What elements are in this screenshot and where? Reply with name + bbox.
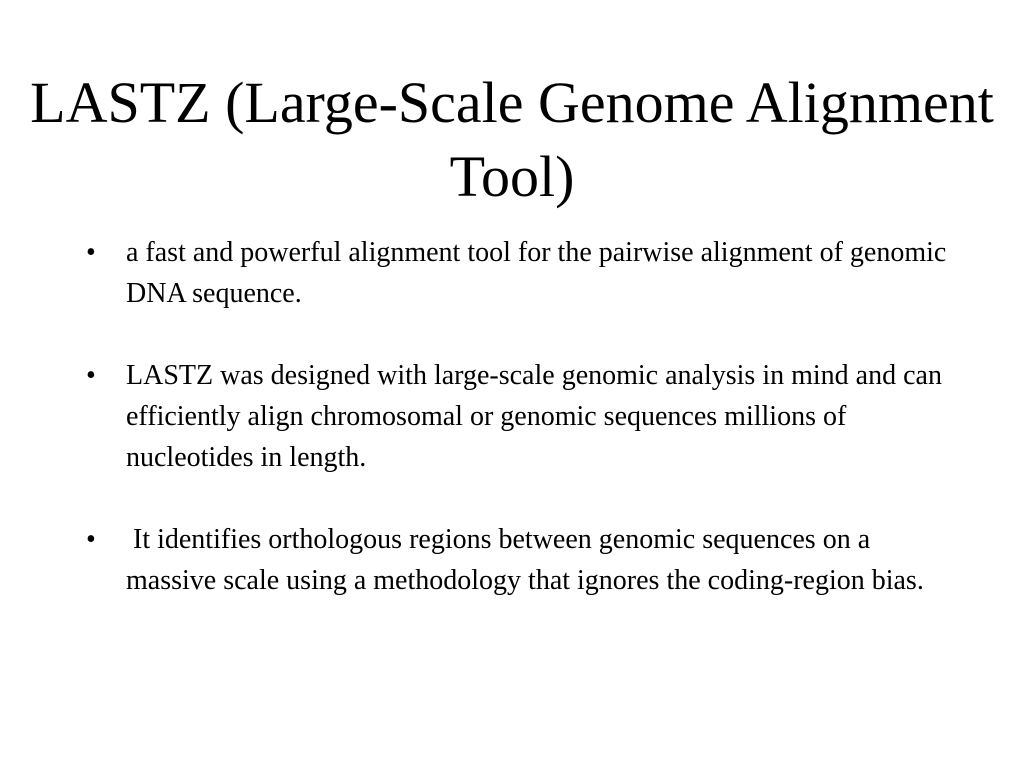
bullet-item xyxy=(78,355,958,478)
slide-title: LASTZ (Large-Scale Genome Alignment Tool) xyxy=(30,70,994,209)
bullet-icon: • xyxy=(86,524,96,555)
bullet-text: It identifies orthologous regions between genomic sequences on a massive scale using a methodology that ignores the coding-region bias. xyxy=(126,524,924,596)
bullet-list xyxy=(78,232,958,642)
bullet-item xyxy=(78,232,958,314)
bullet-item xyxy=(78,519,958,601)
bullet-text: a fast and powerful alignment tool for the pairwise alignment of genomic DNA sequence. xyxy=(126,237,947,309)
bullet-icon: • xyxy=(86,237,96,268)
bullet-icon: • xyxy=(86,360,96,391)
bullet-text: LASTZ was designed with large-scale genomic analysis in mind and can efficiently align chromosomal or genomic sequences millions of nucleotides in length. xyxy=(126,360,942,473)
